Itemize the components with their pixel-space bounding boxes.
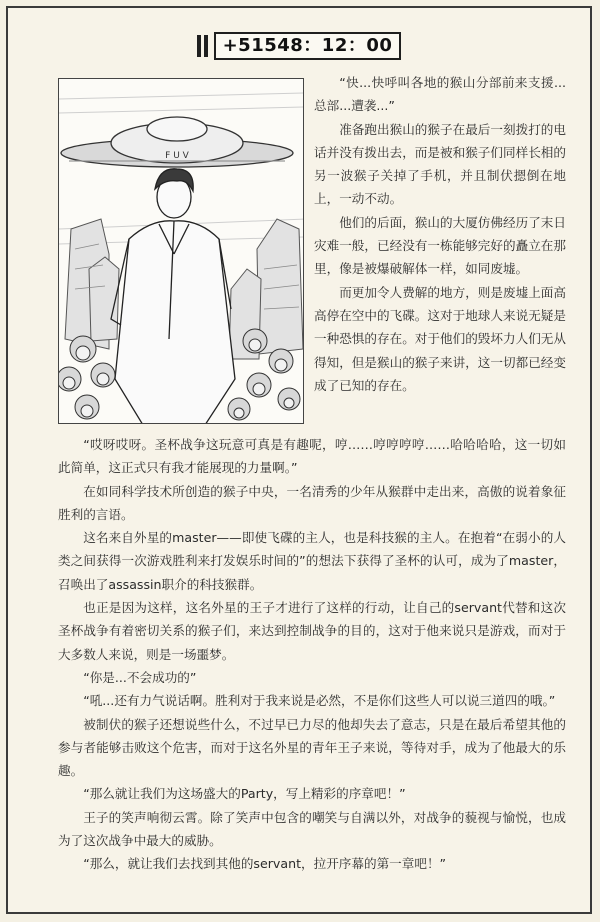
paragraph: 准备跑出猴山的猴子在最后一刻拨打的电话并没有拨出去，而是被和猴子们同样长相的另一波猴子关掉了手机，并且制伏摁倒在地上，一动不动。 [314,121,566,207]
paragraph: 也正是因为这样，这名外星的王子才进行了这样的行动，让自己的servant代替和这次圣杯战争有着密切关系的猴子们，来达到控制战争的目的，这对于他来说只是游戏，而对于大多数人来说，则是一场噩梦。 [58,600,566,662]
illustration-drawing [59,79,304,424]
paragraph: “那么，就让我们去找到其他的servant，拉开序幕的第一章吧！” [83,856,447,872]
paragraph: “吼...还有力气说话啊。胜利对于我来说是必然，不是你们这些人可以说三道四的哦。” [83,693,556,709]
paragraph: 被制伏的猴子还想说些什么，不过早已力尽的他却失去了意志，只是在最后希望其他的参与者能够击败这个危害，而对于这名外星的青年王子来说，等待对手，成为了他最大的乐趣。 [58,716,566,779]
paragraph: “哎呀哎呀。圣杯战争这玩意可真是有趣呢，哼……哼哼哼哼……哈哈哈哈，这一切如此简单，这正式只有我才能展现的力量啊。” [58,437,566,476]
paragraph: 他们的后面，猴山的大厦仿佛经历了末日灾难一般，已经没有一栋能够完好的矗立在那里，像是被爆破解体一样，如同废墟。 [314,214,566,277]
paragraph: 而更加令人费解的地方，则是废墟上面高高停在空中的飞碟。这对于地球人来说无疑是一种恐惧的存在。对于他们的毁坏力人们无从得知，但是猴山的猴子来讲，这一切都已经变成了已知的存在。 [314,284,566,393]
page-frame [6,6,592,914]
bar-icon [197,35,208,57]
paragraph: 在如同科学技术所创造的猴子中央，一名清秀的少年从猴群中走出来，高傲的说着象征胜利的言语。 [58,483,566,522]
header [8,32,590,61]
time-counter: +51548：12：00 [214,32,402,60]
counter-group [197,32,402,60]
full-width-text [58,433,566,876]
ufo-label: F U V [165,151,189,161]
paragraph: 这名来自外星的master——即使飞碟的主人，也是科技猴的主人。在抱着“在弱小的人类之间获得一次游戏胜利来打发娱乐时间的”的想法下获得了圣杯的认可，成为了master，召唤出了assassin职介的科技猴群。 [58,530,566,592]
right-column-text [314,71,566,397]
paragraph: “你是...不会成功的” [83,669,197,685]
paragraph: 王子的笑声响彻云霄。除了笑声中包含的嘲笑与自满以外，对战争的藐视与愉悦，也成为了这次战争中最大的威胁。 [58,809,566,849]
paragraph: “那么就让我们为这场盛大的Party，写上精彩的序章吧！” [83,786,406,802]
paragraph: “快...快呼叫各地的猴山分部前来支援...总部...遭袭...” [314,75,566,114]
illustration [58,78,304,424]
young-man-figure [111,169,235,424]
